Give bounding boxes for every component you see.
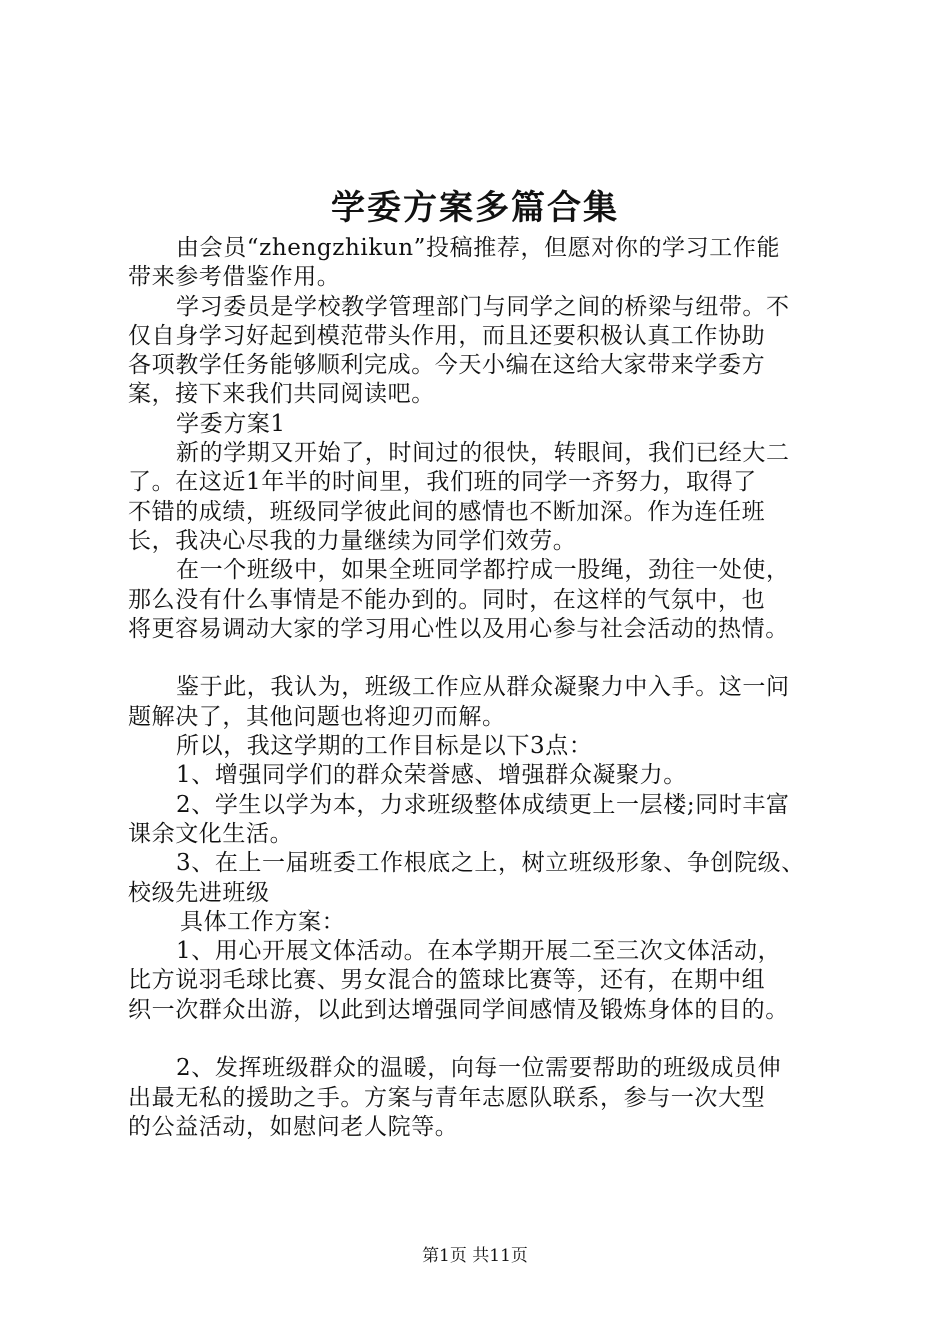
paragraph-line: 那么没有什么事情是不能办到的。同时，在这样的气氛中，也 [128,586,766,613]
list-item-continuation: 比方说羽毛球比赛、男女混合的篮球比赛等，还有，在期中组 [128,967,766,994]
paragraph-line: 了。在这近1年半的时间里，我们班的同学一齐努力，取得了 [128,469,757,496]
paragraph-line: 长，我决心尽我的力量继续为同学们效劳。 [128,527,577,554]
document-body [128,234,848,1142]
paragraph-line: 各项教学任务能够顺利完成。今天小编在这给大家带来学委方 [128,352,766,379]
list-item-continuation: 出最无私的援助之手。方案与青年志愿队联系，参与一次大型 [128,1084,766,1111]
blank-line [128,1025,848,1054]
paragraph-line: 新的学期又开始了，时间过的很快，转眼间，我们已经大二 [176,440,790,467]
paragraph-line: 仅自身学习好起到模范带头作用，而且还要积极认真工作协助 [128,322,766,349]
list-item: 1、增强同学们的群众荣誉感、增强群众凝聚力。 [176,762,687,789]
paragraph-line: 案，接下来我们共同阅读吧。 [128,381,435,408]
section-heading: 学委方案1 [176,410,286,437]
paragraph-line: 不错的成绩，班级同学彼此间的感情也不断加深。作为连任班 [128,498,766,525]
list-item: 2、发挥班级群众的温暖，向每一位需要帮助的班级成员伸 [176,1055,782,1082]
paragraph-line: 题解决了，其他问题也将迎刃而解。 [128,703,506,730]
paragraph-line: 所以，我这学期的工作目标是以下3点： [176,733,593,760]
paragraph-line: 鉴于此，我认为，班级工作应从群众凝聚力中入手。这一问 [176,674,790,701]
list-item-continuation: 课余文化生活。 [128,820,294,847]
paragraph-line: 学习委员是学校教学管理部门与同学之间的桥梁与纽带。不 [176,293,790,320]
paragraph-line: 具体工作方案： [180,908,346,935]
list-item: 2、学生以学为本，力求班级整体成绩更上一层楼;同时丰富 [176,791,790,818]
blank-line [128,644,848,673]
list-item-continuation: 校级先进班级 [128,879,270,906]
document-title: 学委方案多篇合集 [331,188,619,228]
list-item: 3、在上一届班委工作根底之上，树立班级形象、争创院级、 [176,850,805,877]
paragraph-line: 带来参考借鉴作用。 [128,264,341,291]
paragraph-line: 在一个班级中，如果全班同学都拧成一股绳，劲往一处使， [176,557,790,584]
paragraph-line: 将更容易调动大家的学习用心性以及用心参与社会活动的热情。 [128,615,789,642]
list-item-continuation: 织一次群众出游，以此到达增强同学间感情及锻炼身体的目的。 [128,996,789,1023]
page-footer: 第1页 共11页 [422,1246,528,1266]
list-item-continuation: 的公益活动，如慰问老人院等。 [128,1113,459,1140]
list-item: 1、用心开展文体活动。在本学期开展二至三次文体活动， [176,938,782,965]
paragraph-line: 由会员“zhengzhikun”投稿推荐，但愿对你的学习工作能 [176,235,781,261]
